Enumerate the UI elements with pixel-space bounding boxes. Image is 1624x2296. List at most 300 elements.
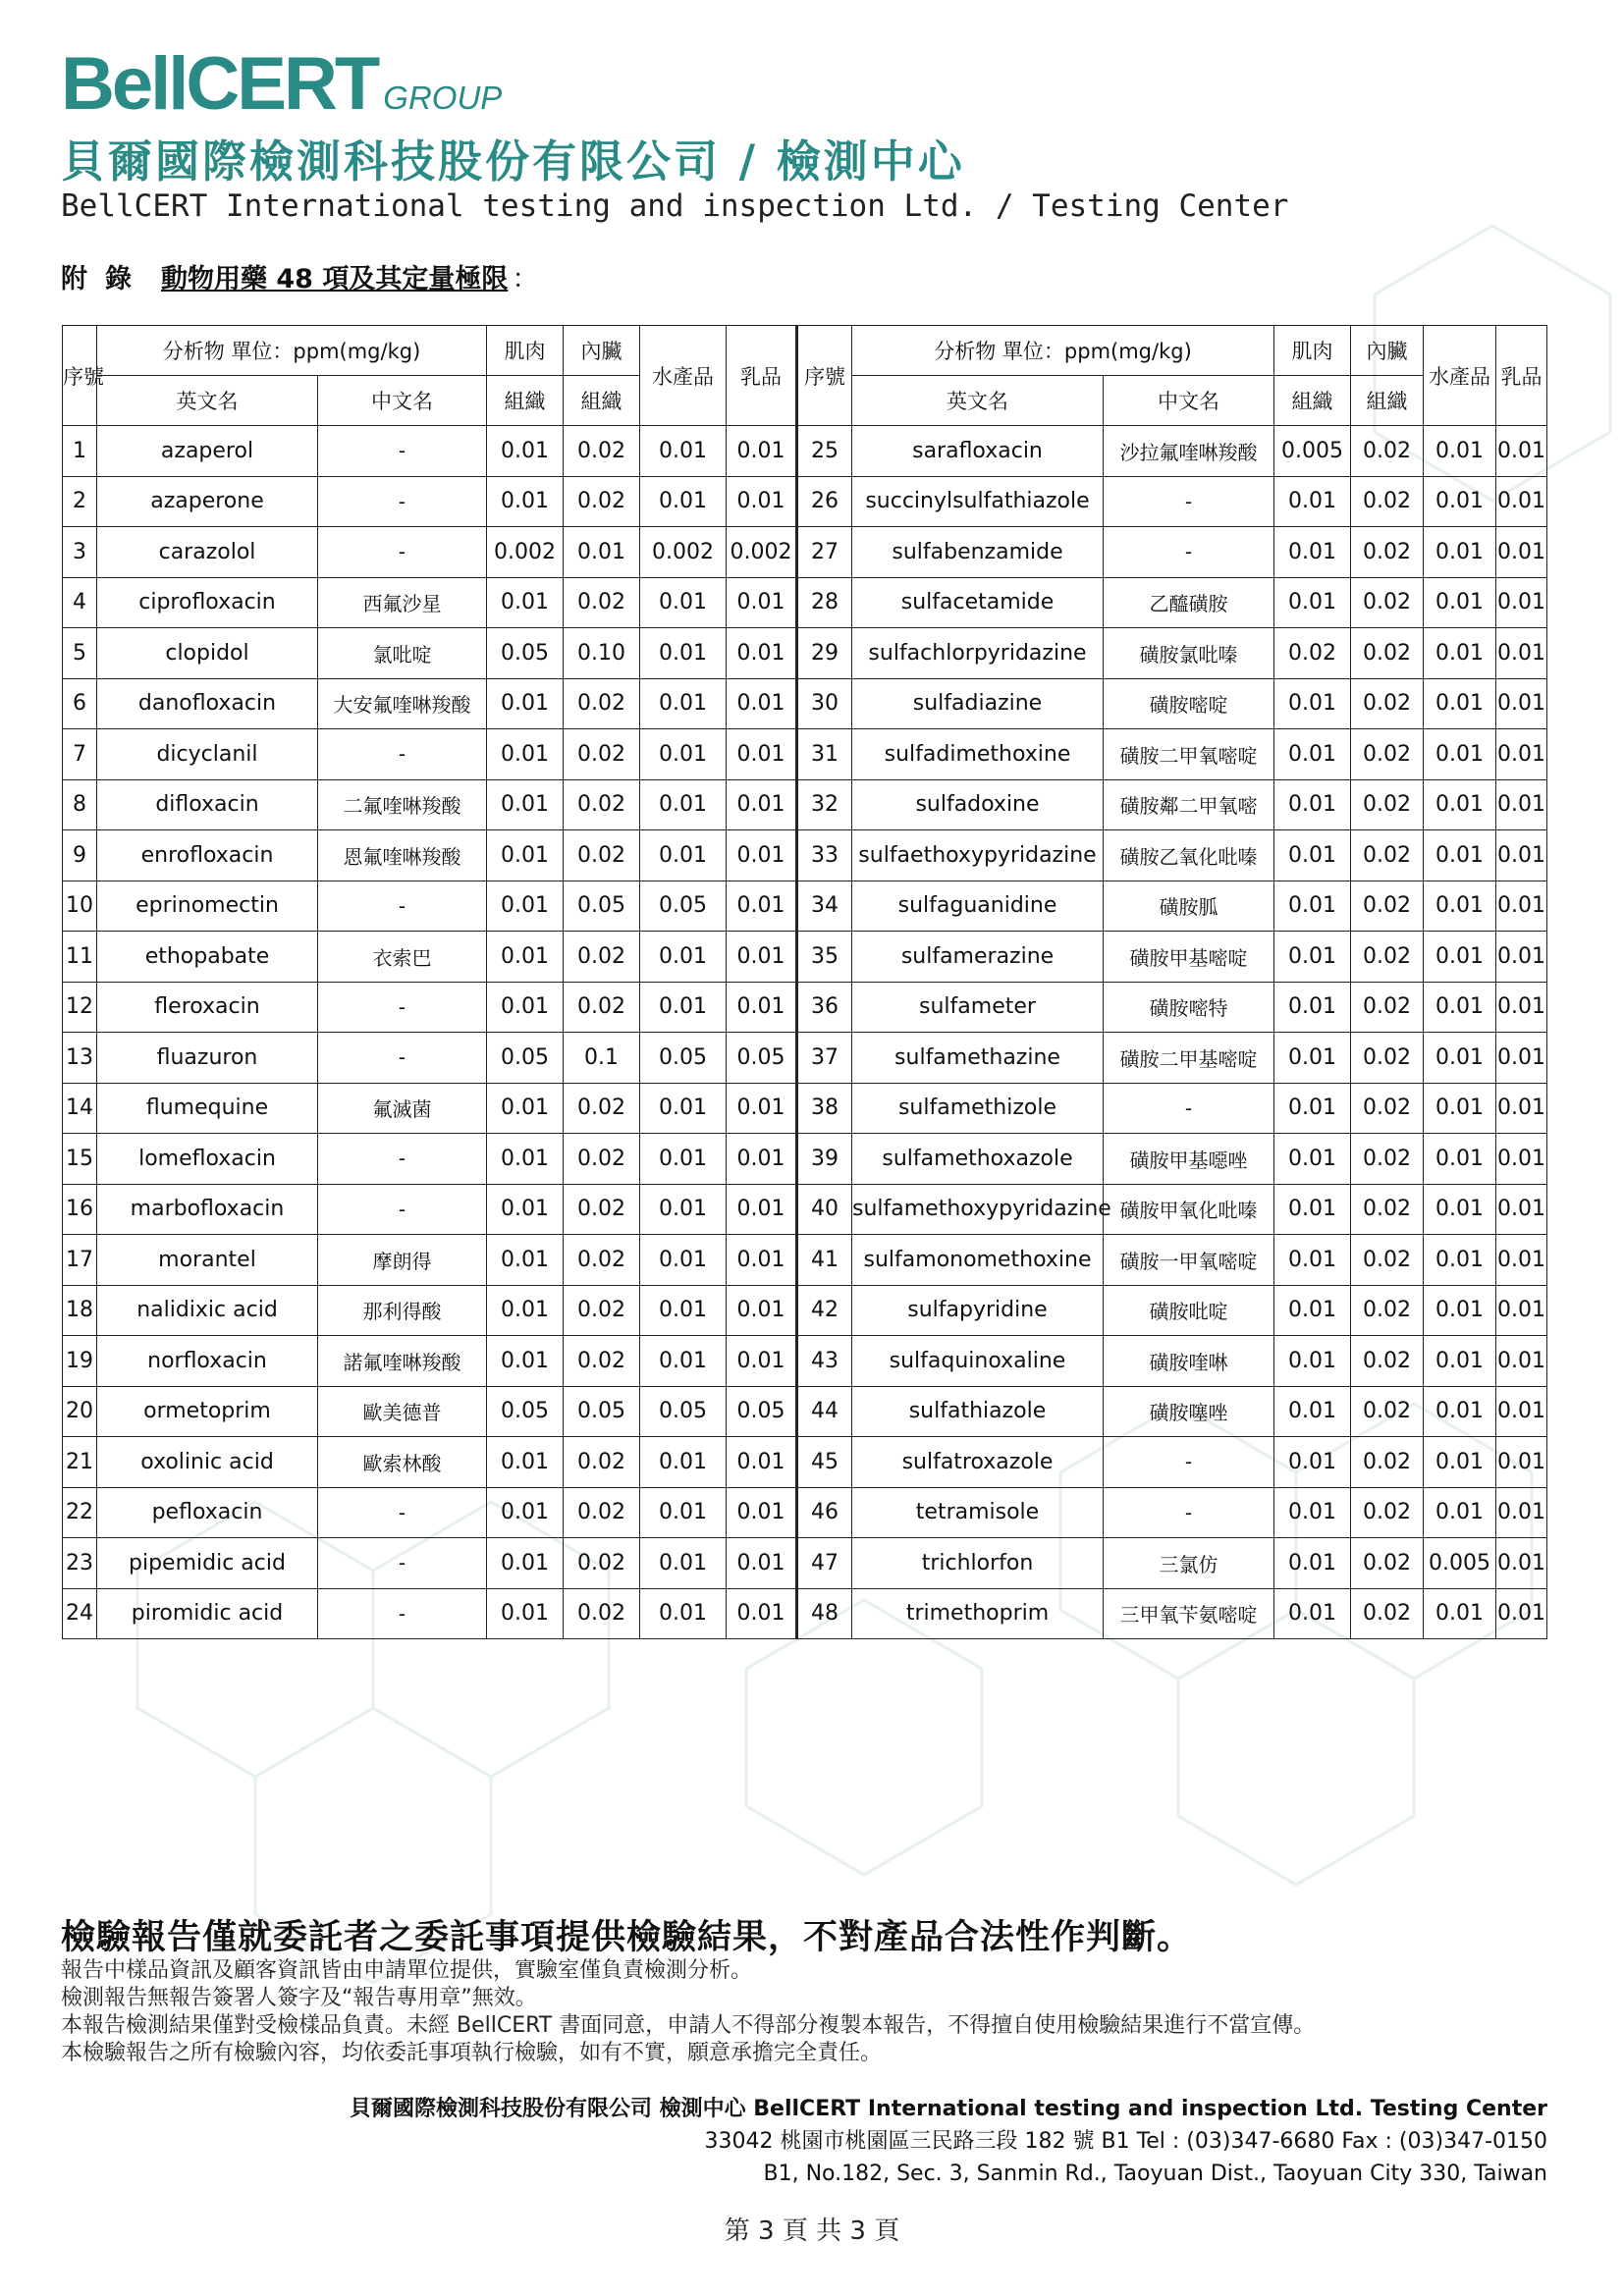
cell-dairy-right: 0.01 bbox=[1496, 1134, 1547, 1185]
cell-en-name-left: eprinomectin bbox=[97, 881, 318, 932]
cell-en-name-right: sulfadiazine bbox=[852, 678, 1104, 729]
cell-organ-left: 0.02 bbox=[564, 1134, 640, 1185]
cell-dairy-left: 0.01 bbox=[727, 426, 797, 477]
cell-seq-right: 46 bbox=[797, 1487, 852, 1538]
cell-muscle-left: 0.01 bbox=[487, 1588, 564, 1639]
table-row bbox=[63, 1336, 1547, 1387]
cell-cn-name-left: - bbox=[318, 1134, 487, 1185]
cell-organ-right: 0.02 bbox=[1351, 932, 1424, 983]
cell-en-name-right: sulfapyridine bbox=[852, 1285, 1104, 1336]
cell-organ-left: 0.02 bbox=[564, 1235, 640, 1286]
cell-aquatic-right: 0.01 bbox=[1424, 527, 1496, 578]
note-line: 本檢驗報告之所有檢驗內容，均依委託事項執行檢驗，如有不實，願意承擔完全責任。 bbox=[61, 2041, 883, 2065]
cell-muscle-left: 0.01 bbox=[487, 729, 564, 780]
cell-aquatic-left: 0.01 bbox=[640, 426, 727, 477]
cell-en-name-right: sulfamethoxazole bbox=[852, 1134, 1104, 1185]
cell-cn-name-left: - bbox=[318, 1487, 487, 1538]
cell-en-name-left: fluazuron bbox=[97, 1033, 318, 1084]
cell-seq-right: 25 bbox=[797, 426, 852, 477]
cell-dairy-left: 0.05 bbox=[727, 1386, 797, 1437]
cell-muscle-right: 0.01 bbox=[1274, 1134, 1351, 1185]
table-row bbox=[63, 1083, 1547, 1134]
header-muscle-left: 肌肉 bbox=[487, 326, 564, 376]
cell-aquatic-right: 0.01 bbox=[1424, 1184, 1496, 1235]
table-row bbox=[63, 628, 1547, 679]
table-row bbox=[63, 1588, 1547, 1639]
cell-aquatic-right: 0.005 bbox=[1424, 1538, 1496, 1589]
cell-cn-name-left: 氯吡啶 bbox=[318, 628, 487, 679]
cell-organ-right: 0.02 bbox=[1351, 577, 1424, 628]
table-row bbox=[63, 577, 1547, 628]
footer-company: 貝爾國際檢測科技股份有限公司 檢測中心 BellCERT International testing and inspection Ltd. Testing Center bbox=[349, 2097, 1547, 2121]
cell-aquatic-right: 0.01 bbox=[1424, 1487, 1496, 1538]
cell-cn-name-right: 乙醯磺胺 bbox=[1104, 577, 1274, 628]
cell-muscle-left: 0.01 bbox=[487, 1487, 564, 1538]
header-analyte-left: 分析物 單位：ppm(mg/kg) bbox=[97, 326, 487, 376]
note-line: 檢測報告無報告簽署人簽字及“報告專用章”無效。 bbox=[61, 1986, 537, 2010]
cell-aquatic-right: 0.01 bbox=[1424, 426, 1496, 477]
cell-organ-right: 0.02 bbox=[1351, 1538, 1424, 1589]
logo-group-suffix: GROUP bbox=[383, 80, 503, 116]
cell-cn-name-left: 大安氟喹啉羧酸 bbox=[318, 678, 487, 729]
cell-organ-right: 0.02 bbox=[1351, 678, 1424, 729]
cell-cn-name-right: 磺胺二甲氧嘧啶 bbox=[1104, 729, 1274, 780]
cell-cn-name-left: 諾氟喹啉羧酸 bbox=[318, 1336, 487, 1387]
cell-seq-right: 45 bbox=[797, 1437, 852, 1488]
cell-seq-right: 47 bbox=[797, 1538, 852, 1589]
cell-organ-left: 0.02 bbox=[564, 1437, 640, 1488]
cell-muscle-right: 0.01 bbox=[1274, 1437, 1351, 1488]
cell-organ-left: 0.10 bbox=[564, 628, 640, 679]
cell-aquatic-right: 0.01 bbox=[1424, 577, 1496, 628]
cell-dairy-right: 0.01 bbox=[1496, 982, 1547, 1033]
cell-aquatic-right: 0.01 bbox=[1424, 1437, 1496, 1488]
cell-seq-right: 32 bbox=[797, 779, 852, 830]
cell-muscle-right: 0.01 bbox=[1274, 1386, 1351, 1437]
cell-muscle-left: 0.01 bbox=[487, 982, 564, 1033]
cell-muscle-left: 0.01 bbox=[487, 426, 564, 477]
cell-organ-right: 0.02 bbox=[1351, 830, 1424, 881]
cell-seq-left: 8 bbox=[63, 779, 97, 830]
cell-cn-name-right: 磺胺喹啉 bbox=[1104, 1336, 1274, 1387]
cell-organ-left: 0.02 bbox=[564, 1285, 640, 1336]
cell-muscle-right: 0.01 bbox=[1274, 1336, 1351, 1387]
cell-aquatic-right: 0.01 bbox=[1424, 982, 1496, 1033]
cell-muscle-left: 0.01 bbox=[487, 678, 564, 729]
cell-organ-left: 0.02 bbox=[564, 1588, 640, 1639]
cell-aquatic-left: 0.01 bbox=[640, 1487, 727, 1538]
cell-seq-right: 36 bbox=[797, 982, 852, 1033]
cell-organ-left: 0.02 bbox=[564, 1538, 640, 1589]
table-row bbox=[63, 729, 1547, 780]
cell-organ-right: 0.02 bbox=[1351, 1235, 1424, 1286]
cell-cn-name-right: 磺胺乙氧化吡嗪 bbox=[1104, 830, 1274, 881]
cell-seq-right: 30 bbox=[797, 678, 852, 729]
cell-en-name-left: pefloxacin bbox=[97, 1487, 318, 1538]
cell-aquatic-left: 0.01 bbox=[640, 1336, 727, 1387]
cell-cn-name-left: - bbox=[318, 881, 487, 932]
cell-en-name-right: trichlorfon bbox=[852, 1538, 1104, 1589]
cell-organ-right: 0.02 bbox=[1351, 426, 1424, 477]
table-row bbox=[63, 1033, 1547, 1084]
cell-muscle-right: 0.01 bbox=[1274, 577, 1351, 628]
cell-en-name-left: nalidixic acid bbox=[97, 1285, 318, 1336]
cell-aquatic-right: 0.01 bbox=[1424, 881, 1496, 932]
cell-seq-left: 11 bbox=[63, 932, 97, 983]
cell-en-name-left: clopidol bbox=[97, 628, 318, 679]
cell-muscle-left: 0.01 bbox=[487, 1437, 564, 1488]
cell-dairy-right: 0.01 bbox=[1496, 678, 1547, 729]
cell-en-name-right: sulfadimethoxine bbox=[852, 729, 1104, 780]
cell-cn-name-left: 氟滅菌 bbox=[318, 1083, 487, 1134]
disclaimer-notes bbox=[61, 1957, 1315, 2067]
cell-muscle-right: 0.01 bbox=[1274, 932, 1351, 983]
cell-aquatic-left: 0.05 bbox=[640, 1386, 727, 1437]
cell-dairy-left: 0.01 bbox=[727, 1336, 797, 1387]
cell-dairy-left: 0.05 bbox=[727, 1033, 797, 1084]
cell-aquatic-right: 0.01 bbox=[1424, 779, 1496, 830]
cell-en-name-left: ormetoprim bbox=[97, 1386, 318, 1437]
cell-dairy-right: 0.01 bbox=[1496, 1386, 1547, 1437]
cell-aquatic-left: 0.01 bbox=[640, 1235, 727, 1286]
cell-seq-left: 18 bbox=[63, 1285, 97, 1336]
cell-muscle-right: 0.02 bbox=[1274, 628, 1351, 679]
cell-organ-right: 0.02 bbox=[1351, 1285, 1424, 1336]
cell-dairy-left: 0.01 bbox=[727, 476, 797, 527]
cell-dairy-left: 0.01 bbox=[727, 577, 797, 628]
cell-dairy-right: 0.01 bbox=[1496, 1184, 1547, 1235]
table-row bbox=[63, 1386, 1547, 1437]
cell-en-name-right: trimethoprim bbox=[852, 1588, 1104, 1639]
cell-en-name-right: sulfamethizole bbox=[852, 1083, 1104, 1134]
cell-aquatic-right: 0.01 bbox=[1424, 830, 1496, 881]
footer-address bbox=[350, 2093, 1547, 2190]
header-organ-left: 內臟 bbox=[564, 326, 640, 376]
table-row bbox=[63, 779, 1547, 830]
cell-cn-name-right: 三甲氧苄氨嘧啶 bbox=[1104, 1588, 1274, 1639]
cell-muscle-right: 0.01 bbox=[1274, 1588, 1351, 1639]
appendix-title: 動物用藥 48 項及其定量極限 bbox=[161, 264, 509, 294]
disclaimer-title: 檢驗報告僅就委託者之委託事項提供檢驗結果，不對產品合法性作判斷。 bbox=[61, 1918, 1193, 1957]
cell-dairy-left: 0.01 bbox=[727, 1285, 797, 1336]
cell-aquatic-left: 0.01 bbox=[640, 628, 727, 679]
cell-aquatic-right: 0.01 bbox=[1424, 1588, 1496, 1639]
cell-aquatic-right: 0.01 bbox=[1424, 1083, 1496, 1134]
cell-cn-name-right: 沙拉氟喹啉羧酸 bbox=[1104, 426, 1274, 477]
cell-cn-name-left: - bbox=[318, 1588, 487, 1639]
cell-seq-left: 15 bbox=[63, 1134, 97, 1185]
cell-seq-left: 20 bbox=[63, 1386, 97, 1437]
cell-cn-name-right: 磺胺鄰二甲氧嘧 bbox=[1104, 779, 1274, 830]
cell-cn-name-right: - bbox=[1104, 1083, 1274, 1134]
cell-cn-name-left: 衣索巴 bbox=[318, 932, 487, 983]
cell-dairy-right: 0.01 bbox=[1496, 426, 1547, 477]
cell-en-name-right: sulfachlorpyridazine bbox=[852, 628, 1104, 679]
header-dairy-left: 乳品 bbox=[727, 326, 797, 426]
cell-seq-right: 33 bbox=[797, 830, 852, 881]
cell-seq-right: 43 bbox=[797, 1336, 852, 1387]
cell-en-name-right: sulfamethoxypyridazine bbox=[852, 1184, 1104, 1235]
cell-cn-name-right: 磺胺甲氧化吡嗪 bbox=[1104, 1184, 1274, 1235]
cell-dairy-left: 0.01 bbox=[727, 1083, 797, 1134]
logo-wordmark: BellCERT bbox=[61, 42, 378, 126]
cell-aquatic-right: 0.01 bbox=[1424, 628, 1496, 679]
cell-organ-right: 0.02 bbox=[1351, 1437, 1424, 1488]
cell-cn-name-right: 磺胺甲基嘧啶 bbox=[1104, 932, 1274, 983]
cell-seq-right: 27 bbox=[797, 527, 852, 578]
cell-seq-left: 9 bbox=[63, 830, 97, 881]
cell-aquatic-right: 0.01 bbox=[1424, 1285, 1496, 1336]
cell-muscle-left: 0.01 bbox=[487, 779, 564, 830]
cell-seq-left: 23 bbox=[63, 1538, 97, 1589]
cell-en-name-right: sulfathiazole bbox=[852, 1386, 1104, 1437]
cell-muscle-left: 0.05 bbox=[487, 1386, 564, 1437]
table-row bbox=[63, 1437, 1547, 1488]
cell-dairy-left: 0.01 bbox=[727, 1588, 797, 1639]
cell-organ-right: 0.02 bbox=[1351, 881, 1424, 932]
cell-en-name-right: sulfabenzamide bbox=[852, 527, 1104, 578]
header-muscle-tissue-left: 組織 bbox=[487, 376, 564, 426]
cell-muscle-right: 0.01 bbox=[1274, 1285, 1351, 1336]
table-row bbox=[63, 1134, 1547, 1185]
cell-muscle-right: 0.01 bbox=[1274, 1538, 1351, 1589]
cell-cn-name-left: 二氟喹啉羧酸 bbox=[318, 779, 487, 830]
cell-seq-right: 26 bbox=[797, 476, 852, 527]
cell-dairy-left: 0.01 bbox=[727, 1184, 797, 1235]
cell-muscle-left: 0.002 bbox=[487, 527, 564, 578]
cell-seq-left: 19 bbox=[63, 1336, 97, 1387]
cell-en-name-left: enrofloxacin bbox=[97, 830, 318, 881]
cell-en-name-right: tetramisole bbox=[852, 1487, 1104, 1538]
cell-dairy-right: 0.01 bbox=[1496, 1235, 1547, 1286]
cell-seq-right: 42 bbox=[797, 1285, 852, 1336]
cell-cn-name-right: 三氯仿 bbox=[1104, 1538, 1274, 1589]
cell-seq-left: 7 bbox=[63, 729, 97, 780]
cell-en-name-right: sulfaethoxypyridazine bbox=[852, 830, 1104, 881]
cell-muscle-left: 0.01 bbox=[487, 881, 564, 932]
cell-en-name-right: sulfameter bbox=[852, 982, 1104, 1033]
cell-en-name-left: dicyclanil bbox=[97, 729, 318, 780]
cell-aquatic-left: 0.01 bbox=[640, 476, 727, 527]
cell-cn-name-left: - bbox=[318, 426, 487, 477]
table-row bbox=[63, 1285, 1547, 1336]
cell-aquatic-left: 0.05 bbox=[640, 1033, 727, 1084]
cell-en-name-left: norfloxacin bbox=[97, 1336, 318, 1387]
cell-seq-left: 5 bbox=[63, 628, 97, 679]
cell-en-name-right: sulfamerazine bbox=[852, 932, 1104, 983]
cell-aquatic-left: 0.01 bbox=[640, 932, 727, 983]
cell-en-name-right: sulfacetamide bbox=[852, 577, 1104, 628]
note-line: 本報告檢測結果僅對受檢樣品負責。未經 BellCERT 書面同意，申請人不得部分複製本報告，不得擅自使用檢驗結果進行不當宣傳。 bbox=[61, 2013, 1316, 2038]
cell-muscle-left: 0.01 bbox=[487, 830, 564, 881]
cell-muscle-left: 0.01 bbox=[487, 1285, 564, 1336]
appendix-label: 附錄 bbox=[61, 264, 149, 294]
cell-seq-right: 39 bbox=[797, 1134, 852, 1185]
cell-cn-name-left: 恩氟喹啉羧酸 bbox=[318, 830, 487, 881]
cell-cn-name-left: - bbox=[318, 729, 487, 780]
cell-en-name-left: morantel bbox=[97, 1235, 318, 1286]
cell-seq-left: 3 bbox=[63, 527, 97, 578]
cell-aquatic-right: 0.01 bbox=[1424, 476, 1496, 527]
cell-aquatic-right: 0.01 bbox=[1424, 932, 1496, 983]
cell-organ-left: 0.02 bbox=[564, 779, 640, 830]
cell-cn-name-right: 磺胺噻唑 bbox=[1104, 1386, 1274, 1437]
cell-cn-name-right: 磺胺一甲氧嘧啶 bbox=[1104, 1235, 1274, 1286]
cell-cn-name-right: 磺胺二甲基嘧啶 bbox=[1104, 1033, 1274, 1084]
cell-en-name-right: sulfamethazine bbox=[852, 1033, 1104, 1084]
cell-seq-left: 16 bbox=[63, 1184, 97, 1235]
cell-aquatic-left: 0.01 bbox=[640, 830, 727, 881]
cell-organ-right: 0.02 bbox=[1351, 1336, 1424, 1387]
cell-en-name-left: fleroxacin bbox=[97, 982, 318, 1033]
cell-aquatic-right: 0.01 bbox=[1424, 1134, 1496, 1185]
cell-aquatic-right: 0.01 bbox=[1424, 1336, 1496, 1387]
cell-cn-name-right: - bbox=[1104, 1487, 1274, 1538]
table-row bbox=[63, 1538, 1547, 1589]
cell-organ-left: 0.02 bbox=[564, 1083, 640, 1134]
cell-seq-right: 41 bbox=[797, 1235, 852, 1286]
cell-organ-right: 0.02 bbox=[1351, 476, 1424, 527]
header-organ-tissue-left: 組織 bbox=[564, 376, 640, 426]
cell-dairy-right: 0.01 bbox=[1496, 1083, 1547, 1134]
cell-dairy-right: 0.01 bbox=[1496, 1437, 1547, 1488]
cell-dairy-left: 0.01 bbox=[727, 1538, 797, 1589]
cell-muscle-left: 0.01 bbox=[487, 1336, 564, 1387]
appendix-heading bbox=[61, 257, 538, 295]
cell-organ-left: 0.02 bbox=[564, 577, 640, 628]
cell-cn-name-left: - bbox=[318, 476, 487, 527]
table-row bbox=[63, 1487, 1547, 1538]
cell-cn-name-left: - bbox=[318, 527, 487, 578]
header-dairy-right: 乳品 bbox=[1496, 326, 1547, 426]
cell-organ-right: 0.02 bbox=[1351, 1386, 1424, 1437]
cell-dairy-right: 0.01 bbox=[1496, 1285, 1547, 1336]
cell-aquatic-left: 0.01 bbox=[640, 1538, 727, 1589]
table-row bbox=[63, 982, 1547, 1033]
cell-dairy-left: 0.01 bbox=[727, 881, 797, 932]
cell-dairy-right: 0.01 bbox=[1496, 1033, 1547, 1084]
cell-aquatic-left: 0.01 bbox=[640, 982, 727, 1033]
cell-en-name-left: ethopabate bbox=[97, 932, 318, 983]
cell-dairy-right: 0.01 bbox=[1496, 830, 1547, 881]
cell-muscle-left: 0.05 bbox=[487, 1033, 564, 1084]
table-row bbox=[63, 881, 1547, 932]
cell-dairy-right: 0.01 bbox=[1496, 476, 1547, 527]
cell-aquatic-left: 0.01 bbox=[640, 678, 727, 729]
cell-en-name-right: sulfamonomethoxine bbox=[852, 1235, 1104, 1286]
cell-muscle-right: 0.01 bbox=[1274, 1083, 1351, 1134]
table-row bbox=[63, 830, 1547, 881]
cell-seq-right: 28 bbox=[797, 577, 852, 628]
cell-cn-name-right: - bbox=[1104, 1437, 1274, 1488]
cell-muscle-right: 0.01 bbox=[1274, 881, 1351, 932]
cell-cn-name-right: 磺胺氯吡嗪 bbox=[1104, 628, 1274, 679]
cell-organ-right: 0.02 bbox=[1351, 527, 1424, 578]
header-en-name-right: 英文名 bbox=[852, 376, 1104, 426]
cell-dairy-left: 0.01 bbox=[727, 1487, 797, 1538]
cell-aquatic-right: 0.01 bbox=[1424, 729, 1496, 780]
cell-aquatic-left: 0.01 bbox=[640, 1134, 727, 1185]
cell-en-name-right: sulfadoxine bbox=[852, 779, 1104, 830]
table-row bbox=[63, 476, 1547, 527]
cell-dairy-right: 0.01 bbox=[1496, 1487, 1547, 1538]
cell-organ-right: 0.02 bbox=[1351, 1588, 1424, 1639]
cell-organ-left: 0.01 bbox=[564, 527, 640, 578]
cell-en-name-left: azaperol bbox=[97, 426, 318, 477]
cell-muscle-right: 0.005 bbox=[1274, 426, 1351, 477]
cell-aquatic-left: 0.05 bbox=[640, 881, 727, 932]
cell-muscle-right: 0.01 bbox=[1274, 476, 1351, 527]
cell-dairy-left: 0.01 bbox=[727, 932, 797, 983]
cell-en-name-left: carazolol bbox=[97, 527, 318, 578]
company-name-chinese: 貝爾國際檢測科技股份有限公司 / 檢測中心 bbox=[61, 135, 965, 187]
cell-en-name-left: marbofloxacin bbox=[97, 1184, 318, 1235]
cell-seq-left: 24 bbox=[63, 1588, 97, 1639]
cell-dairy-left: 0.01 bbox=[727, 1437, 797, 1488]
cell-aquatic-left: 0.01 bbox=[640, 1437, 727, 1488]
cell-cn-name-right: 磺胺吡啶 bbox=[1104, 1285, 1274, 1336]
cell-dairy-right: 0.01 bbox=[1496, 881, 1547, 932]
cell-organ-left: 0.02 bbox=[564, 1184, 640, 1235]
footer-address-en: B1, No.182, Sec. 3, Sanmin Rd., Taoyuan Dist., Taoyuan City 330, Taiwan bbox=[763, 2162, 1547, 2186]
header-organ-tissue-right: 組織 bbox=[1351, 376, 1424, 426]
header-cn-name-left: 中文名 bbox=[318, 376, 487, 426]
cell-organ-right: 0.02 bbox=[1351, 1033, 1424, 1084]
cell-muscle-right: 0.01 bbox=[1274, 1033, 1351, 1084]
cell-organ-left: 0.02 bbox=[564, 1487, 640, 1538]
cell-dairy-right: 0.01 bbox=[1496, 628, 1547, 679]
cell-seq-left: 21 bbox=[63, 1437, 97, 1488]
cell-cn-name-left: 歐美德普 bbox=[318, 1386, 487, 1437]
cell-dairy-right: 0.01 bbox=[1496, 1588, 1547, 1639]
cell-aquatic-left: 0.01 bbox=[640, 577, 727, 628]
cell-organ-right: 0.02 bbox=[1351, 1083, 1424, 1134]
cell-en-name-right: succinylsulfathiazole bbox=[852, 476, 1104, 527]
header-en-name-left: 英文名 bbox=[97, 376, 318, 426]
table-row bbox=[63, 426, 1547, 477]
cell-aquatic-left: 0.01 bbox=[640, 1184, 727, 1235]
cell-organ-left: 0.05 bbox=[564, 881, 640, 932]
cell-en-name-left: lomefloxacin bbox=[97, 1134, 318, 1185]
cell-cn-name-right: 磺胺嘧啶 bbox=[1104, 678, 1274, 729]
cell-muscle-left: 0.01 bbox=[487, 1235, 564, 1286]
cell-cn-name-right: - bbox=[1104, 527, 1274, 578]
cell-dairy-right: 0.01 bbox=[1496, 527, 1547, 578]
cell-organ-left: 0.02 bbox=[564, 932, 640, 983]
cell-cn-name-right: - bbox=[1104, 476, 1274, 527]
cell-en-name-right: sulfaquinoxaline bbox=[852, 1336, 1104, 1387]
cell-muscle-left: 0.01 bbox=[487, 476, 564, 527]
cell-cn-name-left: - bbox=[318, 1033, 487, 1084]
cell-muscle-left: 0.01 bbox=[487, 577, 564, 628]
cell-seq-right: 48 bbox=[797, 1588, 852, 1639]
page-number: 第 3 頁 共 3 頁 bbox=[724, 2216, 900, 2246]
cell-dairy-left: 0.002 bbox=[727, 527, 797, 578]
cell-organ-right: 0.02 bbox=[1351, 729, 1424, 780]
cell-dairy-left: 0.01 bbox=[727, 779, 797, 830]
cell-aquatic-right: 0.01 bbox=[1424, 1033, 1496, 1084]
cell-organ-right: 0.02 bbox=[1351, 982, 1424, 1033]
cell-cn-name-right: 磺胺嘧特 bbox=[1104, 982, 1274, 1033]
cell-seq-right: 44 bbox=[797, 1386, 852, 1437]
cell-dairy-left: 0.01 bbox=[727, 729, 797, 780]
cell-cn-name-left: 那利得酸 bbox=[318, 1285, 487, 1336]
cell-aquatic-left: 0.01 bbox=[640, 1083, 727, 1134]
cell-dairy-right: 0.01 bbox=[1496, 1336, 1547, 1387]
cell-organ-right: 0.02 bbox=[1351, 1184, 1424, 1235]
cell-dairy-right: 0.01 bbox=[1496, 577, 1547, 628]
table-row bbox=[63, 678, 1547, 729]
